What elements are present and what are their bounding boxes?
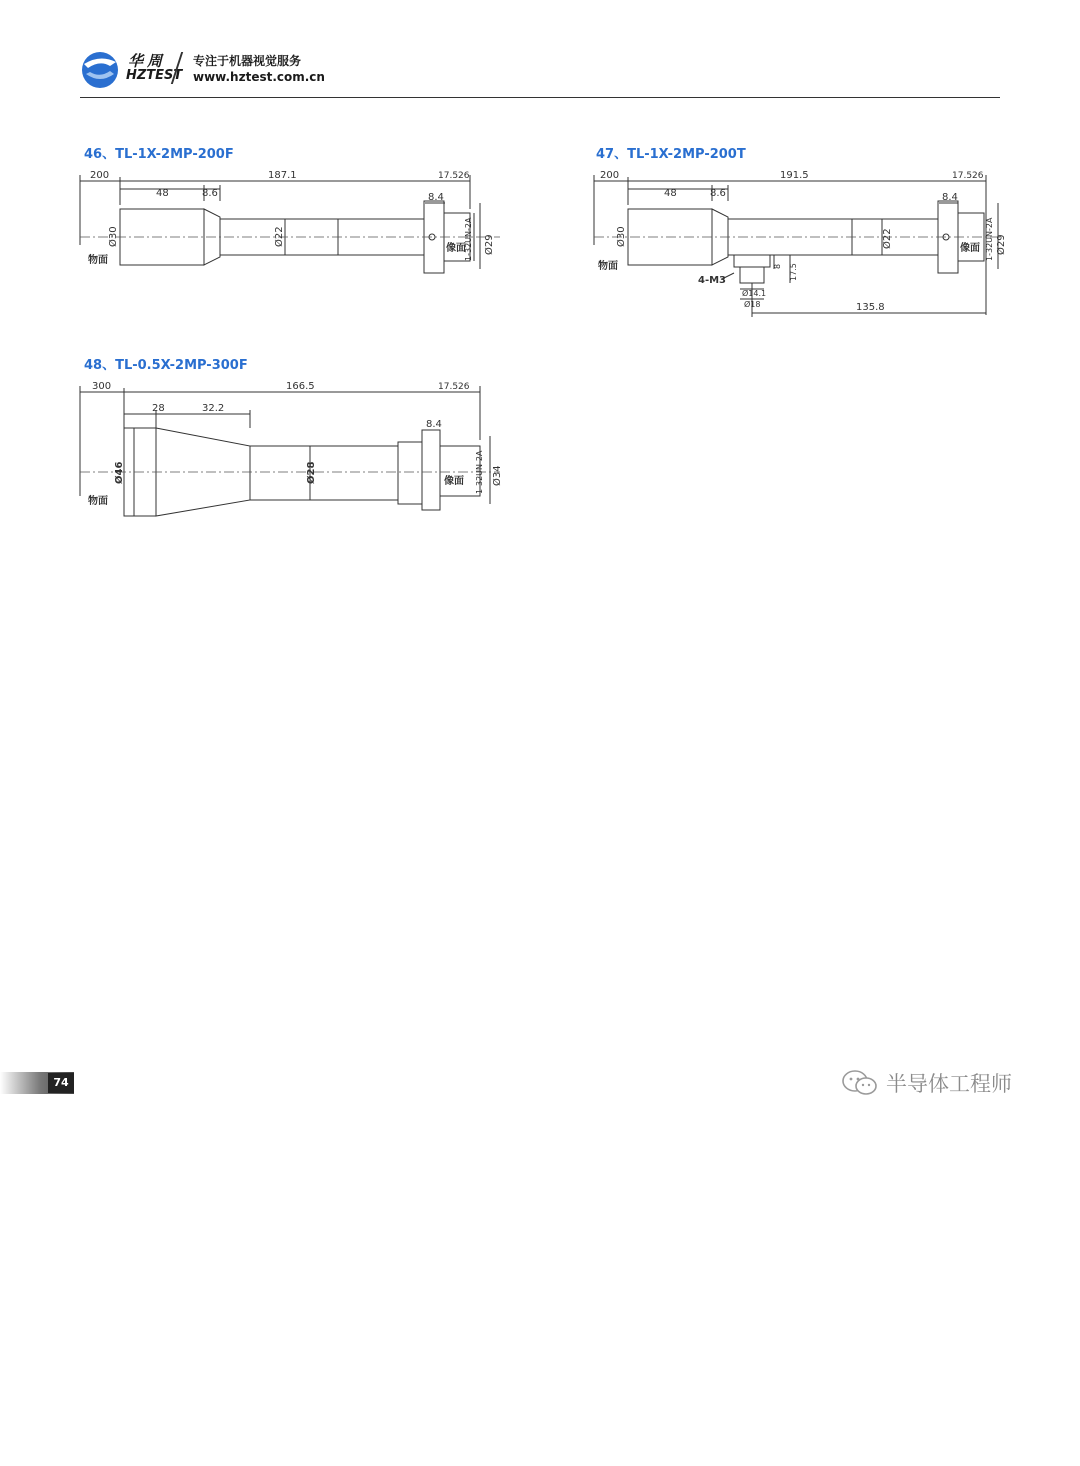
website[interactable]: www.hztest.com.cn bbox=[193, 70, 325, 84]
dim-rear-diameter: Ø29 bbox=[484, 234, 495, 255]
dim-flange: 8.4 bbox=[428, 192, 444, 203]
drawing-title-46: 46、TL-1X-2MP-200F bbox=[84, 147, 234, 162]
dim-total-length: 166.5 bbox=[286, 381, 315, 392]
drawing-48 bbox=[80, 376, 510, 521]
drawing-title-47: 47、TL-1X-2MP-200T bbox=[596, 147, 746, 162]
object-plane-label: 物面 bbox=[88, 255, 108, 266]
page-header bbox=[0, 0, 1080, 100]
dim-back-focus: 17.526 bbox=[438, 382, 470, 392]
dim-total-length: 187.1 bbox=[268, 170, 297, 181]
dim-front-length: 48 bbox=[156, 188, 169, 199]
object-plane-label: 物面 bbox=[88, 496, 108, 507]
dim-taper: 8.6 bbox=[710, 188, 726, 199]
watermark-text: 半导体工程师 bbox=[886, 1072, 1012, 1096]
dim-total-length: 191.5 bbox=[780, 170, 809, 181]
dim-port-diameter-1: Ø14.1 bbox=[742, 289, 767, 298]
dim-port-diameter-2: Ø18 bbox=[744, 300, 761, 309]
brand-name-en: HZTEST bbox=[126, 68, 183, 83]
dim-body-diameter: Ø22 bbox=[882, 228, 893, 249]
dim-flange: 8.4 bbox=[942, 192, 958, 203]
object-plane-label: 物面 bbox=[598, 261, 618, 272]
dim-port-distance: 135.8 bbox=[856, 302, 885, 313]
drawing-46 bbox=[80, 165, 510, 275]
dim-taper: 8.6 bbox=[202, 188, 218, 199]
dim-front-diameter: Ø30 bbox=[108, 226, 119, 247]
page-number: 74 bbox=[48, 1073, 74, 1093]
dim-working-distance: 200 bbox=[90, 170, 110, 181]
watermark bbox=[840, 1066, 1012, 1100]
dim-body-diameter: Ø28 bbox=[306, 461, 317, 484]
dim-body-diameter: Ø22 bbox=[274, 226, 285, 247]
image-plane-label: 像面 bbox=[960, 243, 980, 254]
image-plane-label: 像面 bbox=[446, 243, 466, 254]
dim-port-height-1: 8 bbox=[773, 263, 782, 269]
dim-front-length: 48 bbox=[664, 188, 677, 199]
slogan: 专注于机器视觉服务 bbox=[193, 54, 302, 68]
dim-thread: 1-32UN-2A bbox=[985, 217, 994, 261]
brand-name-cn: 华周 bbox=[128, 52, 167, 70]
dim-thread: 1-32UN-2A bbox=[475, 450, 484, 494]
lens-drawing-47 bbox=[594, 165, 1007, 325]
hztest-logo-icon bbox=[80, 50, 120, 90]
dim-front-diameter: Ø46 bbox=[114, 461, 125, 484]
dim-port-height-2: 17.5 bbox=[789, 263, 798, 281]
dim-back-focus: 17.526 bbox=[952, 171, 984, 181]
dim-rear-diameter: Ø29 bbox=[996, 234, 1007, 255]
dim-screw: 4-M3 bbox=[698, 275, 727, 286]
drawing-title-48: 48、TL-0.5X-2MP-300F bbox=[84, 358, 248, 373]
dim-back-focus: 17.526 bbox=[438, 171, 470, 181]
header-rule bbox=[80, 97, 1000, 98]
lens-drawing-46 bbox=[80, 165, 510, 275]
wechat-icon bbox=[840, 1068, 880, 1098]
dim-taper: 32.2 bbox=[202, 403, 225, 414]
dim-rear-diameter: Ø34 bbox=[492, 465, 503, 486]
dim-flange: 8.4 bbox=[426, 419, 442, 430]
dim-working-distance: 300 bbox=[92, 381, 112, 392]
dim-front-diameter: Ø30 bbox=[616, 226, 627, 247]
dim-thread: 1-32UN-2A bbox=[464, 217, 473, 261]
drawing-47 bbox=[594, 165, 1007, 325]
dim-front-length: 28 bbox=[152, 403, 165, 414]
lens-drawing-48 bbox=[80, 376, 510, 521]
dim-working-distance: 200 bbox=[600, 170, 620, 181]
image-plane-label: 像面 bbox=[444, 476, 464, 487]
